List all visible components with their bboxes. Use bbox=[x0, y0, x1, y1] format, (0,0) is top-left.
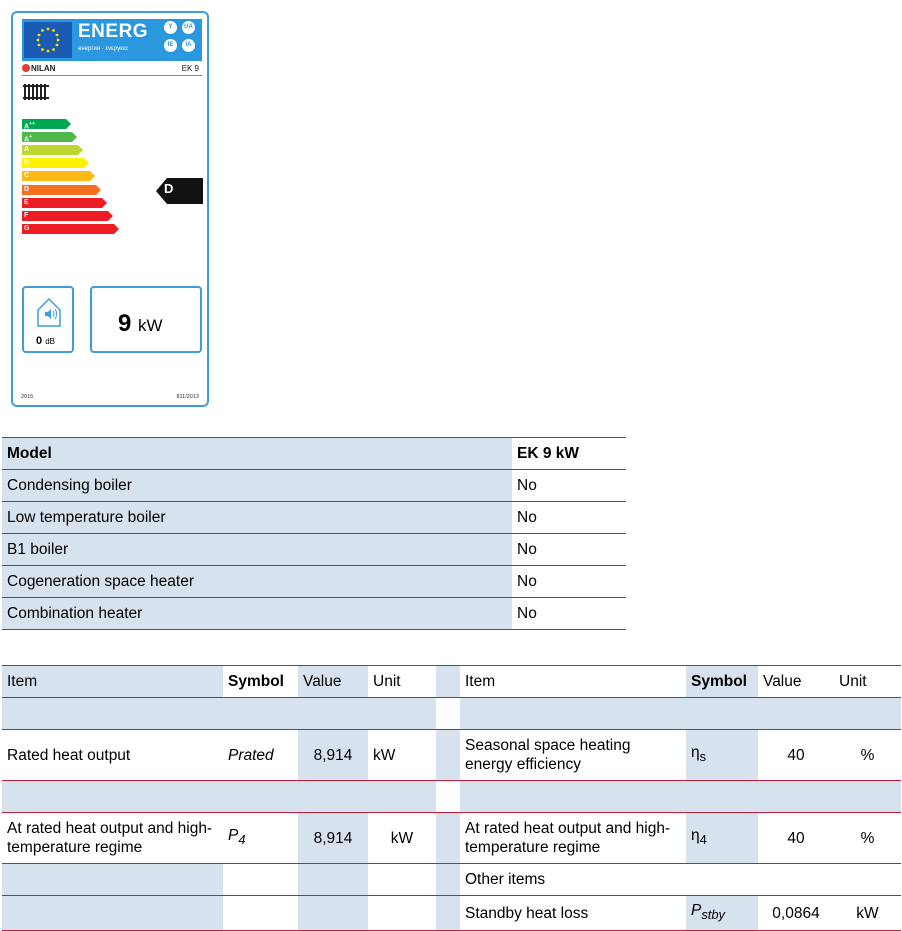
table-cell: kW bbox=[368, 730, 436, 781]
table-cell: $\eta_4$ bbox=[686, 813, 758, 864]
lang-badge: IA bbox=[182, 39, 195, 52]
table-cell: At rated heat output and high-temperature regime bbox=[460, 813, 686, 864]
table-cell: No bbox=[512, 598, 626, 630]
table-cell: EK 9 kW bbox=[512, 438, 626, 470]
header-unit: Unit bbox=[834, 666, 901, 698]
table-cell: Cogeneration space heater bbox=[2, 566, 512, 598]
table-row bbox=[2, 470, 626, 502]
efficiency-class-bar bbox=[22, 185, 102, 195]
table-cell: $P_{stby}$ bbox=[686, 896, 758, 931]
table-cell: % bbox=[834, 813, 901, 864]
heat-output-table bbox=[2, 665, 901, 931]
lang-badge: Y bbox=[164, 21, 177, 34]
label-header bbox=[22, 19, 202, 61]
table-cell: Rated heat output bbox=[2, 730, 223, 781]
energy-title: ENERG bbox=[78, 21, 149, 42]
other-items-heading: Other items bbox=[460, 864, 901, 896]
header-item: Item bbox=[2, 666, 223, 698]
label-year: 2015 bbox=[21, 394, 34, 400]
table-cell: No bbox=[512, 534, 626, 566]
header-item: Item bbox=[460, 666, 686, 698]
table-cell: At rated heat output and high-temperature regime bbox=[2, 813, 223, 864]
sound-house-icon bbox=[36, 296, 62, 333]
table-row bbox=[2, 502, 626, 534]
rating-letter: D bbox=[164, 181, 174, 196]
divider bbox=[22, 75, 202, 76]
table-row bbox=[2, 730, 901, 781]
efficiency-class-bar bbox=[22, 171, 96, 181]
table-cell: $P_4$ bbox=[223, 813, 298, 864]
header-value: Value bbox=[758, 666, 834, 698]
table-cell: Low temperature boiler bbox=[2, 502, 512, 534]
table-cell: No bbox=[512, 470, 626, 502]
table-row bbox=[2, 864, 901, 896]
table-cell: No bbox=[512, 566, 626, 598]
boiler-type-table bbox=[2, 437, 626, 630]
label-regulation: 811/2013 bbox=[176, 394, 199, 400]
sound-level: 0 dB bbox=[36, 335, 55, 347]
efficiency-class-bar bbox=[22, 198, 108, 208]
table-cell: Standby heat loss bbox=[460, 896, 686, 931]
table-cell: 40 bbox=[758, 730, 834, 781]
efficiency-class-label: C bbox=[24, 172, 30, 180]
efficiency-class-label: B bbox=[24, 159, 30, 167]
table-cell: No bbox=[512, 502, 626, 534]
efficiency-class-bar bbox=[22, 145, 84, 155]
efficiency-class-label: A++ bbox=[24, 121, 35, 131]
efficiency-class-bar bbox=[22, 224, 120, 234]
header-value: Value bbox=[298, 666, 368, 698]
sound-box bbox=[22, 286, 74, 353]
header-unit: Unit bbox=[368, 666, 436, 698]
table-cell: 40 bbox=[758, 813, 834, 864]
header-symbol: Symbol bbox=[223, 666, 298, 698]
efficiency-class-bar bbox=[22, 132, 78, 142]
lang-badge: UA bbox=[182, 21, 195, 34]
efficiency-class-label: E bbox=[24, 198, 29, 206]
brand-name: NILAN bbox=[22, 64, 55, 73]
power-output: 9 kW bbox=[118, 310, 163, 337]
efficiency-class-label: F bbox=[24, 211, 29, 219]
table-cell: 0,0864 bbox=[758, 896, 834, 931]
table-row bbox=[2, 534, 626, 566]
lang-badge: IE bbox=[164, 39, 177, 52]
table-header-row bbox=[2, 666, 901, 698]
efficiency-class-label: G bbox=[24, 224, 30, 232]
table-cell: Model bbox=[2, 438, 512, 470]
table-row bbox=[2, 896, 901, 931]
radiator-icon bbox=[23, 84, 49, 105]
table-cell: % bbox=[834, 730, 901, 781]
table-cell: kW bbox=[834, 896, 901, 931]
brand-logo-icon bbox=[22, 64, 30, 72]
efficiency-class-bar bbox=[22, 211, 114, 221]
table-cell: Condensing boiler bbox=[2, 470, 512, 502]
table-cell: B1 boiler bbox=[2, 534, 512, 566]
efficiency-class-bar bbox=[22, 158, 90, 168]
efficiency-class-label: A+ bbox=[24, 134, 32, 144]
efficiency-class-label: A bbox=[24, 146, 30, 154]
energy-label bbox=[11, 11, 209, 407]
table-cell: Prated bbox=[223, 730, 298, 781]
table-row bbox=[2, 813, 901, 864]
table-row bbox=[2, 781, 901, 813]
table-cell: Seasonal space heating energy efficiency bbox=[460, 730, 686, 781]
header-symbol: Symbol bbox=[686, 666, 758, 698]
table-cell: $\eta_s$ bbox=[686, 730, 758, 781]
efficiency-class-label: D bbox=[24, 185, 30, 193]
eu-flag-icon bbox=[24, 22, 72, 58]
table-row bbox=[2, 566, 626, 598]
label-model: EK 9 bbox=[181, 64, 199, 73]
table-row bbox=[2, 698, 901, 730]
table-cell: 8,914 bbox=[298, 813, 368, 864]
table-cell: Combination heater bbox=[2, 598, 512, 630]
table-row bbox=[2, 598, 626, 630]
table-cell: 8,914 bbox=[298, 730, 368, 781]
table-row bbox=[2, 438, 626, 470]
energy-subtitle: енергия · ενεργεια bbox=[78, 46, 128, 52]
power-box bbox=[90, 286, 202, 353]
efficiency-class-bar bbox=[22, 119, 72, 129]
table-cell: kW bbox=[368, 813, 436, 864]
